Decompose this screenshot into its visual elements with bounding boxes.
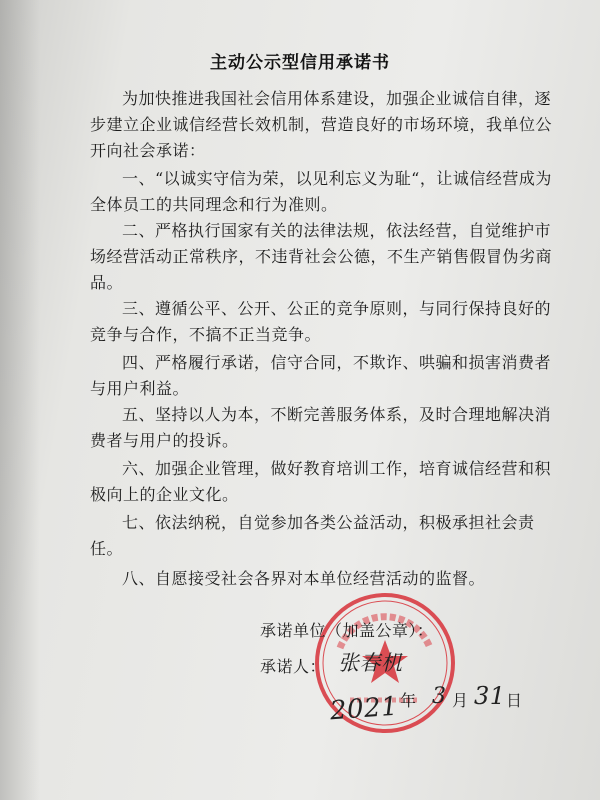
- item-6: [90, 456, 555, 508]
- item-6-text: 六、加强企业管理，做好教育培训工作，培育诚信经营和积极向上的企业文化。: [90, 459, 552, 504]
- item-5-text: 五、坚持以人为本，不断完善服务体系，及时合理地解决消费者与用户的投诉。: [90, 405, 552, 450]
- item-7-text: 七、依法纳税，自觉参加各类公益活动，积极承担社会责任。: [90, 513, 535, 558]
- document-title: 主动公示型信用承诺书: [210, 53, 390, 73]
- item-1: [90, 166, 555, 218]
- item-3: [90, 296, 555, 348]
- item-2: [90, 218, 555, 296]
- item-2-text: 二、严格执行国家有关的法律法规，依法经营，自觉维护市场经营活动正常秩序，不违背社会公德，不生产销售假冒伪劣商品。: [90, 221, 553, 292]
- item-4: [90, 350, 555, 402]
- item-1-text: 一、“以诚实守信为荣，以见利忘义为耻“，让诚信经营成为全体员工的共同理念和行为准则。: [90, 169, 552, 214]
- item-8-text: 八、自愿接受社会各界对本单位经营活动的监督。: [122, 569, 486, 588]
- date-day: 31: [474, 682, 506, 710]
- person-label: 承诺人：: [260, 657, 327, 676]
- page-shadow: [0, 0, 40, 800]
- item-5: [90, 402, 555, 454]
- intro-paragraph: [90, 86, 555, 164]
- date-month: 3: [432, 684, 447, 709]
- item-3-text: 三、遵循公平、公开、公正的竞争原则，与同行保持良好的竞争与合作，不搞不正当竞争。: [90, 299, 552, 344]
- item-4-text: 四、严格履行承诺，信守合同，不欺诈、哄骗和损害消费者与用户利益。: [90, 353, 552, 398]
- date-year: 2021: [329, 691, 400, 727]
- item-7: [90, 510, 555, 562]
- date-month-unit: 月: [452, 691, 469, 710]
- date-year-unit: 年: [400, 691, 417, 710]
- intro-text: 为加快推进我国社会信用体系建设，加强企业诚信自律，逐步建立企业诚信经营长效机制，营造良好的市场环境，我单位公开向社会承诺：: [90, 89, 553, 160]
- date-day-unit: 日: [506, 691, 523, 710]
- unit-label: 承诺单位（加盖公章）：: [260, 621, 434, 640]
- person-signature: 张春机: [338, 651, 403, 675]
